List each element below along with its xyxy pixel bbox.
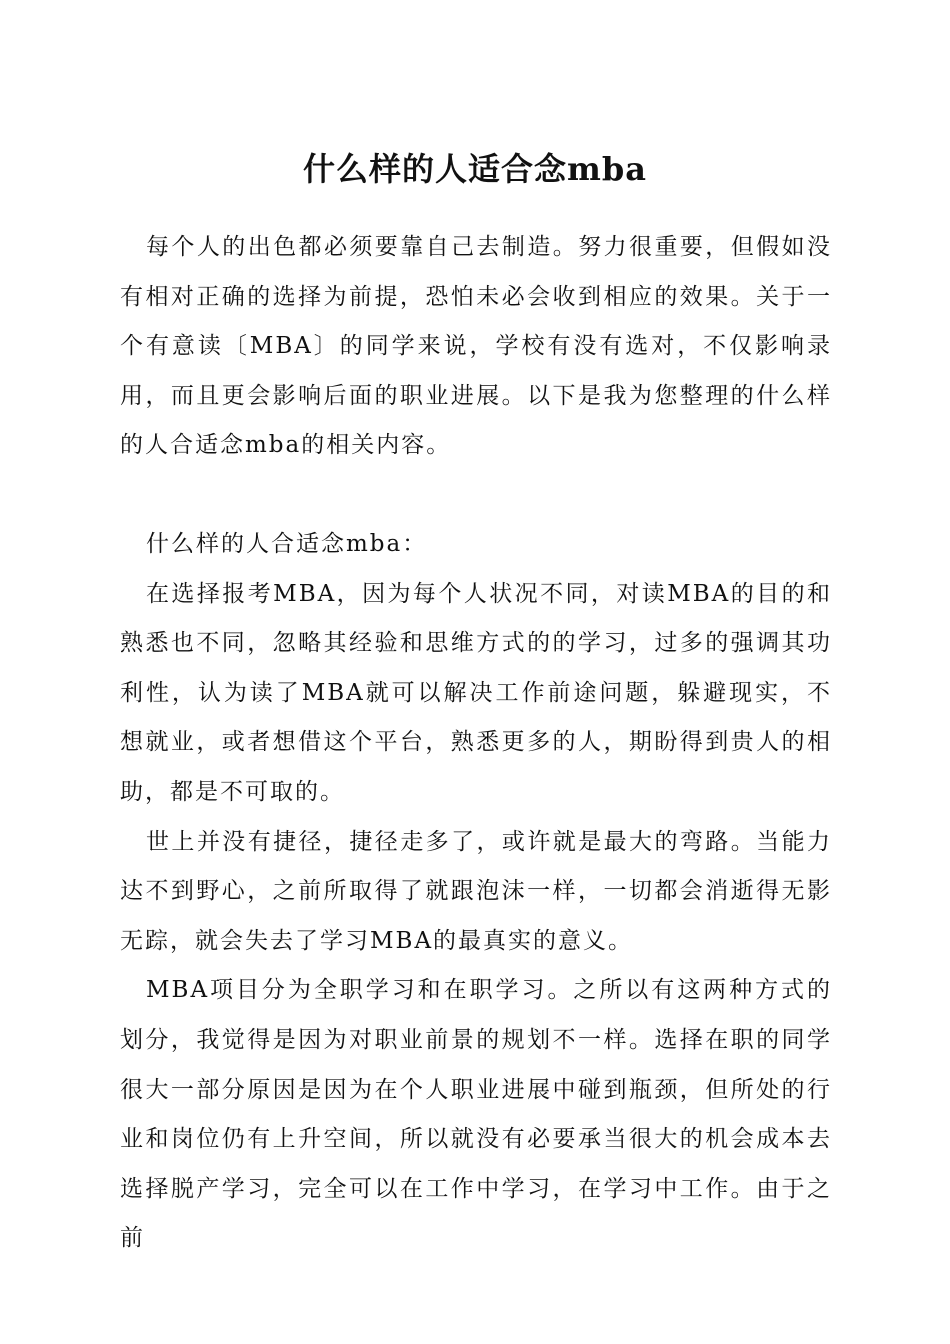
main-section [120,520,832,1264]
paragraph-3: MBA项目分为全职学习和在职学习。之所以有这两种方式的划分，我觉得是因为对职业前景的规划不一样。选择在职的同学很大一部分原因是因为在个人职业进展中碰到瓶颈，但所处的行业和岗位仍有上升空间，所以就没有必要承当很大的机会成本去选择脱产学习，完全可以在工作中学习，在学习中工作。由于之前 [120,977,832,1252]
document-title: 什么样的人适合念mba [303,150,647,188]
section-heading: 什么样的人合适念mba： [146,531,428,557]
paragraph-2: 世上并没有捷径，捷径走多了，或许就是最大的弯路。当能力达不到野心，之前所取得了就跟泡沫一样，一切都会消逝得无影无踪，就会失去了学习MBA的最真实的意义。 [120,828,832,954]
intro-block [120,223,832,471]
paragraph-1: 在选择报考MBA，因为每个人状况不同，对读MBA的目的和熟悉也不同，忽略其经验和思维方式的的学习，过多的强调其功利性，认为读了MBA就可以解决工作前途问题，躲避现实，不想就业，或者想借这个平台，熟悉更多的人，期盼得到贵人的相助，都是不可取的。 [120,580,832,805]
intro-paragraph: 每个人的出色都必须要靠自己去制造。努力很重要，但假如没有相对正确的选择为前提，恐怕未必会收到相应的效果。关于一个有意读〔MBA〕的同学来说，学校有没有选对，不仅影响录用，而且更会影响后面的职业进展。以下是我为您整理的什么样的人合适念mba的相关内容。 [120,234,832,459]
